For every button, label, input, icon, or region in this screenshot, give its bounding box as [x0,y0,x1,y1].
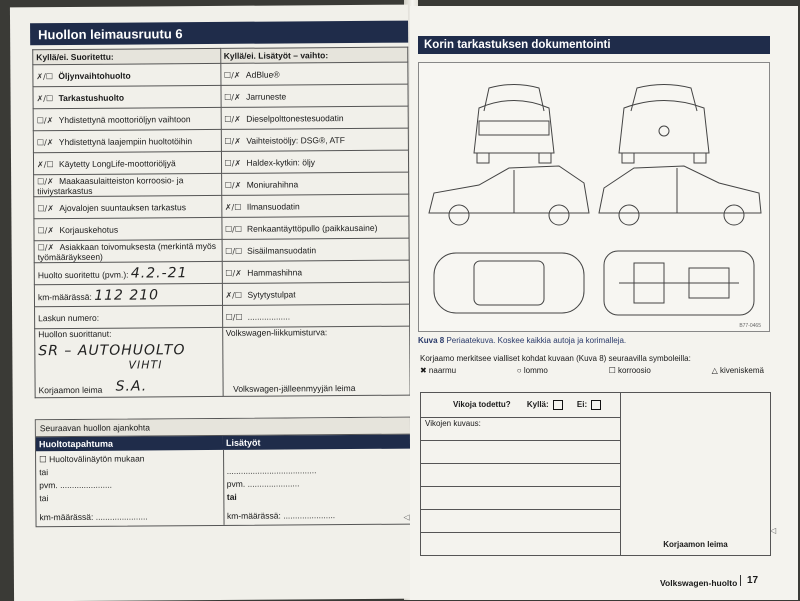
col2-header: Kyllä/ei. Lisätyöt – vaihto: [220,47,408,63]
table-row [34,282,409,307]
table-row [34,172,409,197]
extra-work-field[interactable]: ...................................... [226,465,317,476]
km-label: km-määrässä: [37,291,92,302]
section-title: Korin tarkastuksen dokumentointi [418,36,770,54]
legend-scratch: ✖ naarmu [420,366,457,375]
performed-label: Huolto suoritettu (pvm.): [37,269,129,280]
car-outline-drawing [419,63,769,331]
row-label: Sisäilmansuodatin [247,244,317,256]
car-diagram[interactable] [418,62,770,332]
row-label: Ajovalojen suuntauksen tarkastus [59,201,187,213]
page-title: Huollon leimausruutu 6 [30,21,408,46]
or-label: tai [226,491,237,502]
table-row [33,150,408,175]
description-line[interactable] [421,510,621,533]
checkbox-mark[interactable]: ☐/✗ [225,268,242,278]
next-header-service: Huoltotapahtuma [36,436,223,451]
symbol-legend [420,366,770,375]
figure-code: B77-0465 [739,323,761,329]
table-row [34,260,409,285]
row-label: Yhdistettynä moottoriöljyn vaihtoon [58,113,191,125]
row-label: Hammashihna [247,266,303,278]
page-number: 17 [740,575,758,586]
description-line[interactable] [421,487,621,510]
row-label: Maakaasulaitteiston korroosio- ja tiiviystarkastus [37,174,184,196]
row-label: Jarruneste [246,90,287,102]
row-label: Vaihteistoöljy: DSG®, ATF [246,134,345,146]
description-line[interactable] [421,441,621,464]
damage-question: Vikoja todettu? [453,400,511,410]
service-stamp-table [32,47,410,399]
dealer-stamp-label: Volkswagen-jälleenmyyjän leima [233,382,356,394]
checkbox-mark[interactable]: ☐/✗ [36,137,54,147]
next-km-field[interactable]: km-määrässä: ...................... [39,511,148,523]
row-label: Sytytystulpat [247,288,296,300]
checkbox-mark[interactable]: ☐/✗ [37,225,55,235]
performed-date[interactable]: 4.2.-21 [130,264,188,282]
row-label: Tarkastushuolto [58,92,125,103]
row-label: Yhdistettynä laajempiin huoltotöihin [58,135,193,147]
next-date-field[interactable]: pvm. ...................... [39,479,113,491]
checkbox-mark[interactable]: ☐/☐ [224,224,243,234]
arrow-icon: ◁ [770,526,777,535]
performer-handwriting-2: VIHTI [128,358,163,372]
description-line[interactable] [421,533,621,556]
checkbox-mark[interactable]: ☐/✗ [37,203,54,213]
row-label: Käytetty LongLife-moottoriöljyä [58,157,176,169]
checkbox-mark[interactable]: ☐/✗ [36,115,54,125]
right-page [410,6,798,600]
stamp-label: Korjaamon leima [38,384,103,396]
yes-label: Kyllä: [526,400,549,410]
table-row [35,304,410,329]
row-label: Korjauskehotus [59,224,119,235]
next-check-option[interactable]: ☐ Huoltovälinäytön mukaan [39,453,145,465]
row-label: Moniurahihna [246,178,299,190]
legend-corrosion: ☐ korroosio [608,366,651,375]
damage-description-label: Vikojen kuvaus: [421,418,621,441]
yes-checkbox[interactable] [553,400,563,410]
checkbox-mark[interactable]: ☐/✗ [223,70,241,80]
row-label: Dieselpolttonestesuodatin [246,112,344,124]
checkbox-mark[interactable]: ☐/✗ [224,114,241,124]
table-row [33,84,408,109]
figure-caption: Kuva 8 Periaatekuva. Koskee kaikkia autoja ja korimalleja. [418,336,627,345]
no-label: Ei: [576,400,588,410]
next-service-title: Seuraavan huollon ajankohta [36,418,410,438]
row-label: Haldex-kytkin: öljy [246,156,316,168]
checkbox-mark[interactable]: ☐/✗ [224,92,241,102]
checkbox-mark[interactable]: ☐/✗ [224,136,241,146]
footer-text: Volkswagen-huolto [660,578,738,588]
checkbox-mark[interactable]: ☐/✗ [37,242,55,252]
col1-header: Kyllä/ei. Suoritettu: [33,48,221,64]
table-row [33,106,408,131]
instruction-text: Korjaamo merkitsee vialliset kohdat kuvaan (Kuva 8) seuraavilla symboleilla: [420,354,691,363]
checkbox-mark[interactable]: ✗/☐ [224,202,242,212]
table-row [33,128,408,153]
legend-dent: ○ lommo [516,366,548,375]
row-label: Ilmansuodatin [246,200,300,212]
checkbox-mark[interactable]: ☐/✗ [224,180,242,190]
mobility-label: Volkswagen-liikkumisturva: [225,327,328,338]
extra-km-field[interactable]: km-määrässä: ...................... [226,510,336,521]
checkbox-mark[interactable]: ✗/☐ [36,71,54,81]
table-row [33,62,408,87]
extra-date-field[interactable]: pvm. ...................... [226,478,300,489]
checkbox-mark[interactable]: ☐/☐ [225,246,243,256]
table-row [34,194,409,219]
km-value[interactable]: 112 210 [94,286,160,304]
checkbox-mark[interactable]: ☐/☐ [225,312,243,322]
table-row [34,238,409,263]
invoice-label: Laskun numero: [35,305,223,328]
checkbox-mark[interactable]: ✗/☐ [225,290,243,300]
checkbox-mark[interactable]: ✗/☐ [36,93,54,103]
row-label: Renkaantäyttöpullo (paikkausaine) [246,222,378,234]
next-service-box [35,417,412,528]
no-checkbox[interactable] [591,400,601,410]
legend-stone-chip: △ kiveniskemä [711,366,764,375]
row-label: Asiakkaan toivomuksesta (merkintä myös työmääräykseen) [37,240,217,262]
checkbox-mark[interactable]: ✗/☐ [36,159,54,169]
table-row [34,216,409,241]
left-page [10,5,412,601]
checkbox-mark[interactable]: ☐/✗ [224,158,242,168]
or-label: tai [39,493,49,504]
performer-label: Huollon suorittanut: [38,328,112,340]
or-label: tai [39,467,49,478]
row-label: AdBlue® [245,69,280,80]
row-label: Öljynvaihtohuolto [58,70,131,81]
extra-dots: .................. [247,310,291,322]
stamp-signature: S.A. [115,378,148,395]
performer-handwriting-1: SR – AUTOHUOLTO [38,342,186,360]
arrow-icon: ◁ [403,512,410,522]
next-header-extra: Lisätyöt [223,435,410,450]
checkbox-mark[interactable]: ☐/✗ [37,176,54,186]
workshop-stamp-label: Korjaamon leima [663,540,728,549]
damage-table [420,392,771,556]
table-row [35,326,410,398]
description-line[interactable] [421,464,621,487]
